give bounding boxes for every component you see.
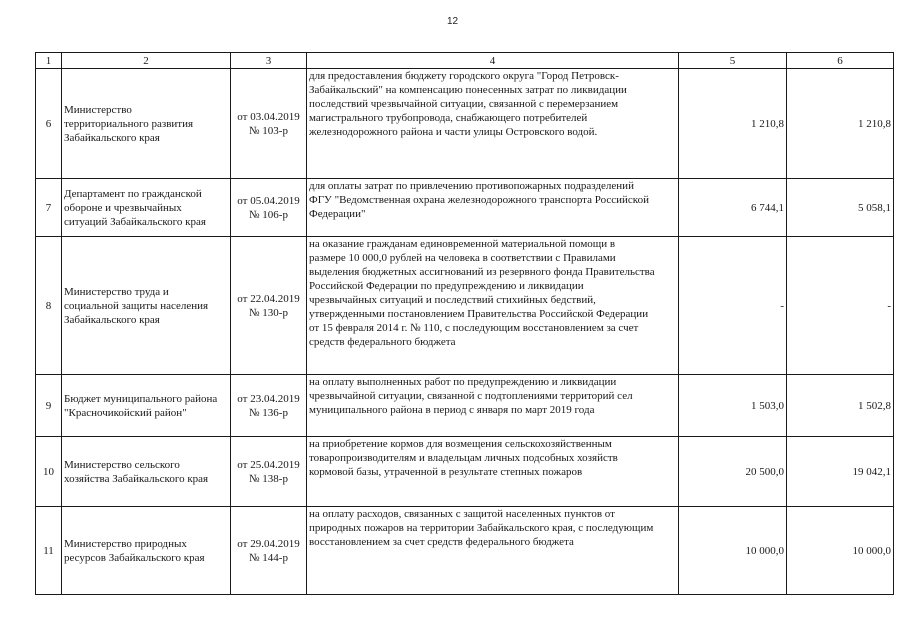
purpose-line: Федерации" xyxy=(309,208,366,220)
purpose-line: ФГУ "Ведомственная охрана железнодорожного транспорта Российской xyxy=(309,194,649,206)
document-line: № 144-р xyxy=(249,551,288,564)
table-row xyxy=(36,507,894,595)
allocated-amount: 6 744,1 xyxy=(679,179,787,237)
row-number: 6 xyxy=(36,69,62,179)
allocated-amount: - xyxy=(679,237,787,375)
organization-line: хозяйства Забайкальского края xyxy=(64,472,209,485)
allocated-amount: 20 500,0 xyxy=(679,437,787,507)
organization-cell xyxy=(62,375,231,437)
purpose-cell xyxy=(307,507,679,595)
organization-line: "Красночикойский район" xyxy=(64,406,187,419)
organization-cell xyxy=(62,179,231,237)
purpose-line: на оказание гражданам единовременной материальной помощи в xyxy=(309,238,616,250)
reserve-fund-table xyxy=(35,52,894,595)
purpose-line: железнодорожного района и части улицы Островского водой. xyxy=(309,126,598,138)
purpose-line: природных пожаров на территории Забайкальского края, с последующим xyxy=(309,522,654,534)
spent-amount: - xyxy=(787,237,894,375)
document-line: от 23.04.2019 xyxy=(237,392,300,405)
document-cell xyxy=(231,507,307,595)
row-number: 9 xyxy=(36,375,62,437)
organization-line: социальной защиты населения xyxy=(64,299,209,312)
document-line: № 130-р xyxy=(249,306,288,319)
purpose-line: утвержденными постановлением Правительства Российской Федерации xyxy=(309,308,649,320)
allocated-amount: 1 210,8 xyxy=(679,69,787,179)
purpose-cell xyxy=(307,179,679,237)
purpose-line: для оплаты затрат по привлечению противопожарных подразделений xyxy=(309,180,634,192)
document-line: от 22.04.2019 xyxy=(237,292,300,305)
organization-line: Забайкальского края xyxy=(64,313,160,326)
purpose-line: чрезвычайных ситуаций и последствий стихийных бедствий, xyxy=(309,294,596,306)
purpose-line: чрезвычайной ситуации, связанной с подтоплениями территорий сел xyxy=(309,390,633,402)
document-cell xyxy=(231,375,307,437)
document-line: № 136-р xyxy=(249,406,288,419)
spent-amount: 10 000,0 xyxy=(787,507,894,595)
header-cell: 1 xyxy=(36,53,62,69)
purpose-cell xyxy=(307,375,679,437)
organization-line: Забайкальского края xyxy=(64,131,160,144)
document-cell xyxy=(231,179,307,237)
purpose-line: товаропроизводителям и владельцам личных подсобных хозяйств xyxy=(309,452,618,464)
document-line: от 05.04.2019 xyxy=(237,194,300,207)
organization-line: Бюджет муниципального района xyxy=(64,392,218,405)
purpose-line: средств федерального бюджета xyxy=(309,336,456,348)
document-line: от 29.04.2019 xyxy=(237,537,300,550)
purpose-line: магистрального трубопровода, снабжающего потребителей xyxy=(309,112,588,124)
organization-line: территориального развития xyxy=(64,117,194,130)
purpose-line: муниципального района в период с января по март 2019 года xyxy=(309,404,595,416)
spent-amount: 19 042,1 xyxy=(787,437,894,507)
purpose-cell xyxy=(307,437,679,507)
table-row xyxy=(36,237,894,375)
spent-amount: 1 502,8 xyxy=(787,375,894,437)
purpose-line: последствий чрезвычайной ситуации, связанной с перемерзанием xyxy=(309,98,619,110)
row-number: 11 xyxy=(36,507,62,595)
organization-line: Министерство природных xyxy=(64,537,187,550)
allocated-amount: 10 000,0 xyxy=(679,507,787,595)
spent-amount: 5 058,1 xyxy=(787,179,894,237)
document-line: № 106-р xyxy=(249,208,288,221)
organization-cell xyxy=(62,237,231,375)
row-number: 8 xyxy=(36,237,62,375)
document-line: № 138-р xyxy=(249,472,288,485)
organization-line: ресурсов Забайкальского края xyxy=(64,551,205,564)
purpose-line: на оплату расходов, связанных с защитой населенных пунктов от xyxy=(309,508,615,520)
spent-amount: 1 210,8 xyxy=(787,69,894,179)
purpose-line: Забайкальский" на компенсацию понесенных затрат по ликвидации xyxy=(309,84,627,96)
purpose-cell xyxy=(307,237,679,375)
organization-cell xyxy=(62,437,231,507)
purpose-line: на оплату выполненных работ по предупреждению и ликвидации xyxy=(309,376,617,388)
organization-line: Министерство сельского xyxy=(64,458,180,471)
purpose-line: Российской Федерации по предупреждению и ликвидации xyxy=(309,280,584,292)
document-line: от 25.04.2019 xyxy=(237,458,300,471)
purpose-line: на приобретение кормов для возмещения сельскохозяйственным xyxy=(309,438,612,450)
purpose-line: размере 10 000,0 рублей на человека в соответствии с Правилами xyxy=(309,252,616,264)
purpose-line: для предоставления бюджету городского округа "Город Петровск- xyxy=(309,70,619,82)
table-row xyxy=(36,437,894,507)
table-row xyxy=(36,375,894,437)
header-cell: 3 xyxy=(231,53,307,69)
organization-line: Министерство труда и xyxy=(64,285,169,298)
document-line: № 103-р xyxy=(249,124,288,137)
header-cell: 6 xyxy=(787,53,894,69)
purpose-line: от 15 февраля 2014 г. № 110, с последующим восстановлением за счет xyxy=(309,322,639,334)
organization-cell xyxy=(62,507,231,595)
document-cell xyxy=(231,437,307,507)
header-cell: 2 xyxy=(62,53,231,69)
organization-line: Министерство xyxy=(64,103,132,116)
organization-line: ситуаций Забайкальского края xyxy=(64,215,206,228)
header-cell: 4 xyxy=(307,53,679,69)
table-row xyxy=(36,69,894,179)
purpose-line: восстановлением за счет средств федерального бюджета xyxy=(309,536,574,548)
column-number-header-row xyxy=(36,53,894,69)
organization-line: обороне и чрезвычайных xyxy=(64,201,182,214)
header-cell: 5 xyxy=(679,53,787,69)
document-cell xyxy=(231,237,307,375)
organization-cell xyxy=(62,69,231,179)
organization-line: Департамент по гражданской xyxy=(64,187,202,200)
page-number: 12 xyxy=(446,16,459,27)
purpose-cell xyxy=(307,69,679,179)
document-cell xyxy=(231,69,307,179)
document-line: от 03.04.2019 xyxy=(237,110,300,123)
allocated-amount: 1 503,0 xyxy=(679,375,787,437)
row-number: 7 xyxy=(36,179,62,237)
purpose-line: выделения бюджетных ассигнований из резервного фонда Правительства xyxy=(309,266,655,278)
table-row xyxy=(36,179,894,237)
row-number: 10 xyxy=(36,437,62,507)
purpose-line: кормовой базы, утраченной в результате степных пожаров xyxy=(309,466,583,478)
